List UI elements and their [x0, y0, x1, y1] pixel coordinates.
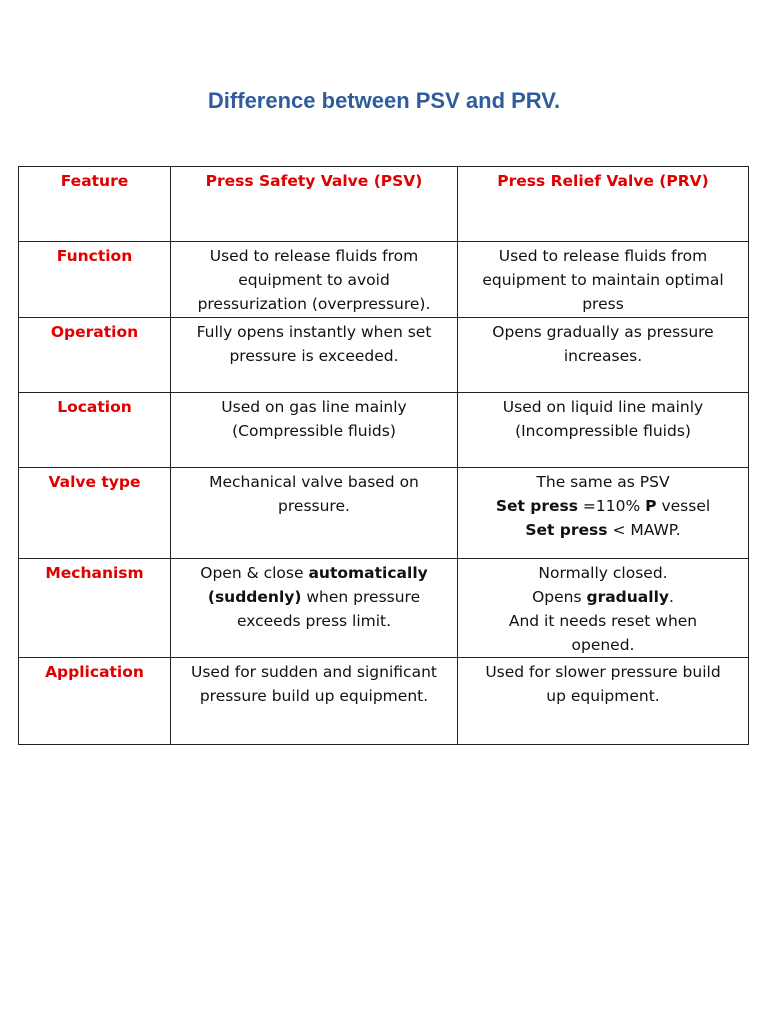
table-row-mechanism: [19, 559, 749, 658]
cell-valve-type-psv: [171, 468, 458, 559]
page-title: Difference between PSV and PRV.: [207, 88, 561, 113]
cell-text: Used on liquid line mainly: [502, 398, 704, 416]
header-prv: Press Relief Valve (PRV): [458, 167, 749, 242]
cell-operation-prv: [458, 318, 749, 393]
cell-text: Fully opens instantly when set: [196, 323, 432, 341]
row-label-operation: Operation: [19, 318, 171, 393]
bold-text: Set press: [525, 521, 608, 539]
cell-mechanism-psv: [171, 559, 458, 658]
cell-text: pressurization (overpressure).: [197, 295, 431, 313]
row-label-valve-type: Valve type: [19, 468, 171, 559]
cell-mechanism-prv: [458, 559, 749, 658]
cell-application-prv: [458, 658, 749, 745]
cell-text: Used for slower pressure build: [485, 663, 721, 681]
cell-text: equipment to avoid: [238, 271, 390, 289]
cell-text: Used to release fluids from: [498, 247, 708, 265]
cell-text: (Incompressible fluids): [515, 422, 691, 440]
table-row-location: [19, 393, 749, 468]
cell-application-psv: [171, 658, 458, 745]
cell-text: Open & close: [200, 564, 309, 582]
table-row-operation: [19, 318, 749, 393]
cell-text: Used to release fluids from: [209, 247, 419, 265]
cell-text: pressure.: [278, 497, 350, 515]
cell-location-prv: [458, 393, 749, 468]
table-row-function: [19, 242, 749, 318]
bold-text: Set press: [495, 497, 578, 515]
cell-text: equipment to maintain optimal: [482, 271, 724, 289]
cell-text: Used for sudden and significant: [191, 663, 437, 681]
cell-text-line: [462, 494, 744, 518]
row-label-mechanism: Mechanism: [19, 559, 171, 658]
table-row-application: [19, 658, 749, 745]
cell-text: increases.: [563, 347, 643, 365]
cell-valve-type-prv: [458, 468, 749, 559]
cell-text: pressure is exceeded.: [229, 347, 399, 365]
bold-text: (suddenly): [207, 588, 302, 606]
cell-text: And it needs reset when: [508, 612, 698, 630]
cell-text: exceeds press limit.: [236, 612, 392, 630]
cell-operation-psv: [171, 318, 458, 393]
comparison-table: [18, 166, 749, 745]
cell-text-line: [175, 561, 453, 585]
cell-text: when pressure: [301, 588, 421, 606]
cell-text: opened.: [571, 636, 635, 654]
cell-text: < MAWP.: [607, 521, 681, 539]
cell-function-psv: [171, 242, 458, 318]
cell-text: pressure build up equipment.: [199, 687, 429, 705]
cell-text: .: [669, 588, 674, 606]
bold-text: gradually: [586, 588, 669, 606]
row-label-application: Application: [19, 658, 171, 745]
cell-text: Normally closed.: [538, 564, 668, 582]
bold-text: P: [645, 497, 657, 515]
table-row-valve-type: [19, 468, 749, 559]
cell-text-line: [175, 585, 453, 609]
row-label-location: Location: [19, 393, 171, 468]
cell-text: vessel: [656, 497, 711, 515]
cell-text: press: [582, 295, 624, 313]
cell-text: Mechanical valve based on: [209, 473, 419, 491]
cell-text: The same as PSV: [536, 473, 670, 491]
cell-text: up equipment.: [546, 687, 660, 705]
cell-text-line: [462, 585, 744, 609]
cell-location-psv: [171, 393, 458, 468]
cell-text: Opens: [532, 588, 587, 606]
cell-function-prv: [458, 242, 749, 318]
cell-text: Used on gas line mainly: [221, 398, 407, 416]
header-feature: Feature: [19, 167, 171, 242]
cell-text-line: [462, 518, 744, 542]
cell-text: (Compressible fluids): [232, 422, 396, 440]
row-label-function: Function: [19, 242, 171, 318]
header-psv: Press Safety Valve (PSV): [171, 167, 458, 242]
table-header-row: [19, 167, 749, 242]
cell-text: Opens gradually as pressure: [492, 323, 714, 341]
bold-text: automatically: [308, 564, 428, 582]
cell-text: =110%: [578, 497, 646, 515]
